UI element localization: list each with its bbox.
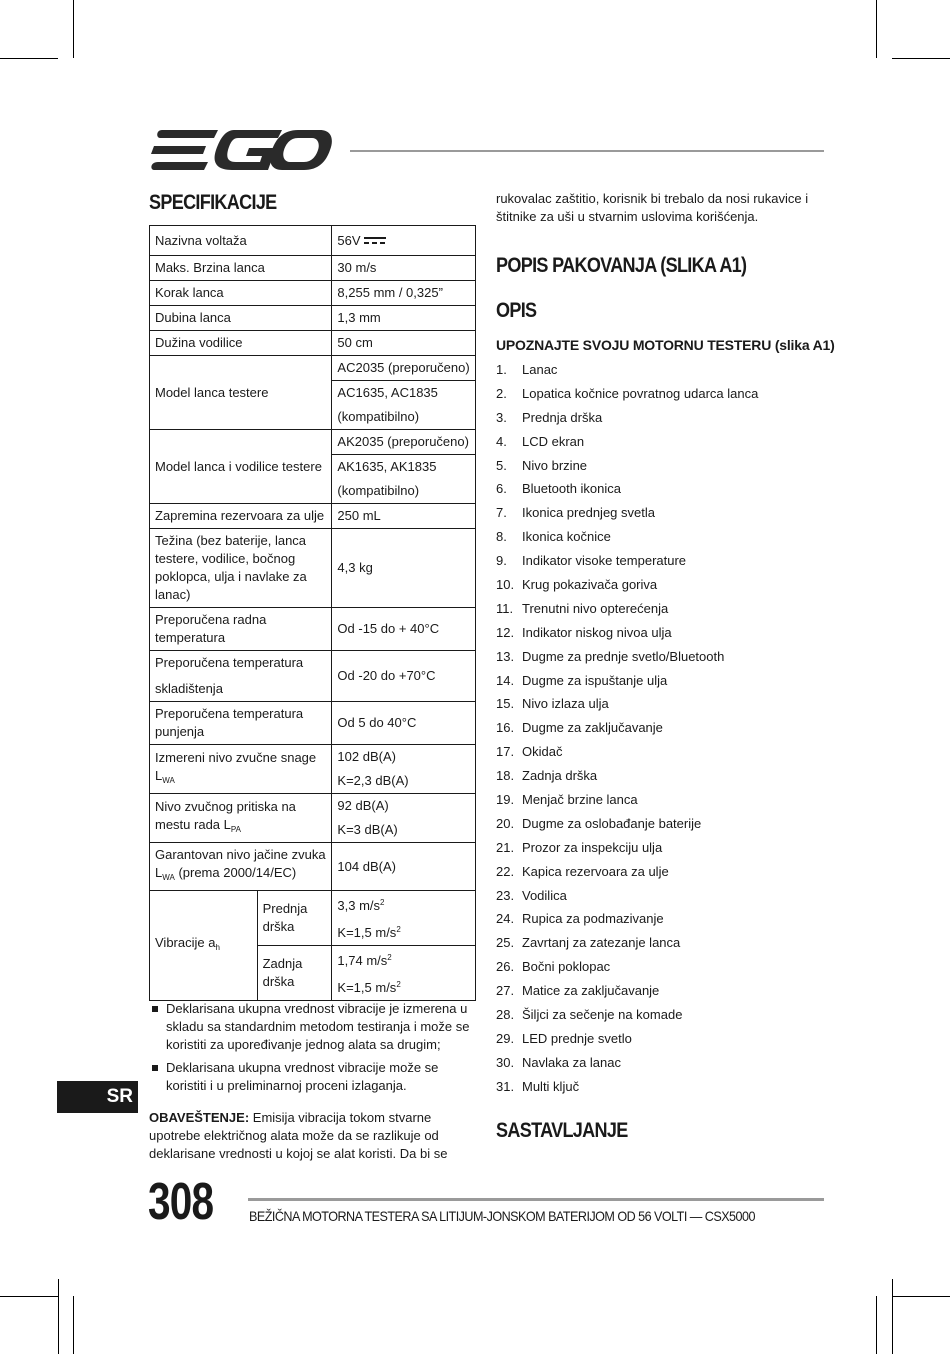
spec-label: Preporučena temperatura punjenja bbox=[150, 702, 332, 745]
list-item-number: 10. bbox=[496, 577, 515, 593]
list-item-number: 28. bbox=[496, 1007, 515, 1023]
description-title: OPIS bbox=[496, 299, 537, 322]
spec-label: Dužina vodilice bbox=[150, 331, 332, 356]
table-row bbox=[150, 608, 476, 651]
list-item bbox=[496, 1029, 758, 1053]
spec-label: Preporučena temperatura skladištenja bbox=[150, 651, 332, 702]
list-item bbox=[496, 503, 758, 527]
notice-label: OBAVEŠTENJE: bbox=[149, 1110, 250, 1125]
spec-label: Preporučena radna temperatura bbox=[150, 608, 332, 651]
table-row bbox=[150, 504, 476, 529]
list-item-number: 14. bbox=[496, 672, 515, 688]
list-item-number: 25. bbox=[496, 935, 515, 951]
list-item-number: 12. bbox=[496, 624, 515, 640]
table-row bbox=[150, 331, 476, 356]
list-item bbox=[496, 957, 758, 981]
list-item-number: 20. bbox=[496, 815, 515, 831]
list-item bbox=[496, 742, 758, 766]
list-item-label: Ikonica prednjeg svetla bbox=[522, 505, 655, 521]
spec-value: Od -20 do +70°C bbox=[332, 651, 476, 702]
list-item bbox=[496, 408, 758, 432]
list-item-label: Indikator visoke temperature bbox=[522, 553, 687, 569]
spec-title: SPECIFIKACIJE bbox=[149, 191, 277, 214]
footer-divider bbox=[248, 1198, 824, 1201]
spec-table bbox=[149, 225, 476, 1001]
list-item-label: Krug pokazivača goriva bbox=[522, 577, 658, 593]
spec-value: 250 mL bbox=[332, 504, 476, 529]
spec-value: 56V bbox=[332, 226, 476, 256]
list-item-label: Multi ključ bbox=[522, 1078, 580, 1094]
table-row bbox=[150, 702, 476, 745]
list-item bbox=[496, 718, 758, 742]
list-item-number: 15. bbox=[496, 696, 515, 712]
list-item bbox=[496, 1053, 758, 1077]
list-item-label: Rupica za podmazivanje bbox=[522, 911, 664, 927]
list-item-number: 23. bbox=[496, 887, 515, 903]
list-item-number: 13. bbox=[496, 648, 515, 664]
spec-value: Od -15 do + 40°C bbox=[332, 608, 476, 651]
list-item-label: Prozor za inspekciju ulja bbox=[522, 839, 663, 855]
spec-value: 3,3 $m/s^2$ K=1,5 $m/s^2$ bbox=[332, 891, 476, 946]
spec-label: Vibracije $a_h$ bbox=[150, 891, 258, 1001]
header-divider bbox=[350, 150, 824, 152]
list-item bbox=[496, 551, 758, 575]
list-item-label: Trenutni nivo opterećenja bbox=[522, 600, 669, 616]
spec-label: Zapremina rezervoara za ulje bbox=[150, 504, 332, 529]
table-row bbox=[150, 430, 476, 504]
list-item-number: 18. bbox=[496, 768, 515, 784]
spec-label: Težina (bez baterije, lanca testere, vodilice, bočnog poklopca, ulja i navlake za lanac) bbox=[150, 529, 332, 608]
list-item-number: 4. bbox=[496, 433, 507, 449]
list-item-number: 21. bbox=[496, 839, 515, 855]
footer-title: BEŽIČNA MOTORNA TESTERA SA LITIJUM-JONSKOM BATERIJOM OD 56 VOLTI — CSX5000 bbox=[249, 1208, 755, 1224]
list-item bbox=[496, 671, 758, 695]
table-row bbox=[150, 651, 476, 702]
list-item bbox=[496, 360, 758, 384]
spec-value: 104 dB(A) bbox=[332, 843, 476, 891]
list-item-label: Ikonica kočnice bbox=[522, 529, 611, 545]
list-item bbox=[496, 432, 758, 456]
list-item: Deklarisana ukupna vrednost vibracije može se koristiti i u preliminarnoj proceni izlaganja. bbox=[149, 1059, 479, 1095]
list-item-label: Nivo brzine bbox=[522, 457, 588, 473]
list-item bbox=[496, 862, 758, 886]
list-item-number: 26. bbox=[496, 959, 515, 975]
list-item-number: 1. bbox=[496, 362, 507, 377]
table-row bbox=[150, 281, 476, 306]
table-row bbox=[150, 794, 476, 843]
list-item bbox=[496, 766, 758, 790]
list-item-number: 3. bbox=[496, 409, 507, 425]
list-item bbox=[496, 456, 758, 480]
page-number: 308 bbox=[148, 1173, 214, 1231]
list-item bbox=[496, 909, 758, 933]
table-row bbox=[150, 745, 476, 794]
list-item bbox=[496, 814, 758, 838]
notice-paragraph bbox=[149, 1109, 449, 1163]
ego-logo bbox=[148, 128, 332, 172]
list-item-number: 2. bbox=[496, 385, 507, 401]
notice-text: Emisija vibracija tokom stvarne upotrebe električnog alata može da se razlikuje od deklarisane vrednosti u kojoj se alat koristi. Da bi se bbox=[149, 1110, 448, 1161]
list-item-label: Bočni poklopac bbox=[522, 959, 611, 975]
list-item-label: Matice za zaključavanje bbox=[522, 983, 660, 999]
table-row bbox=[150, 226, 476, 256]
list-item bbox=[496, 479, 758, 503]
list-item bbox=[496, 694, 758, 718]
list-item-number: 22. bbox=[496, 863, 515, 879]
list-item-number: 16. bbox=[496, 720, 515, 736]
know-your-saw-title: UPOZNAJTE SVOJU MOTORNU TESTERU (slika A1) bbox=[496, 337, 835, 353]
list-item bbox=[496, 575, 758, 599]
list-item bbox=[496, 838, 758, 862]
list-item-label: Lanac bbox=[522, 362, 558, 377]
list-item-label: Zadnja drška bbox=[522, 768, 598, 784]
spec-label: Dubina lanca bbox=[150, 306, 332, 331]
spec-label: Model lanca i vodilice testere bbox=[150, 430, 332, 504]
table-row bbox=[150, 256, 476, 281]
spec-label: Nivo zvučnog pritiska na mestu rada $L_{PA}$ bbox=[150, 794, 332, 843]
list-item-label: Prednja drška bbox=[522, 409, 603, 425]
spec-label: Maks. Brzina lanca bbox=[150, 256, 332, 281]
list-item-number: 24. bbox=[496, 911, 515, 927]
list-item-label: LCD ekran bbox=[522, 433, 585, 449]
spec-value: 50 cm bbox=[332, 331, 476, 356]
spec-sublabel: Zadnja drška bbox=[257, 946, 332, 1001]
list-item-label: Navlaka za lanac bbox=[522, 1054, 621, 1070]
list-item-label: Okidač bbox=[522, 744, 563, 760]
list-item-number: 6. bbox=[496, 481, 507, 497]
list-item-label: Dugme za prednje svetlo/Bluetooth bbox=[522, 648, 725, 664]
list-item-number: 9. bbox=[496, 553, 507, 569]
list-item-number: 27. bbox=[496, 983, 515, 999]
list-item bbox=[496, 886, 758, 910]
spec-label: Garantovan nivo jačine zvuka $L_{WA}$ (prema 2000/14/EC) bbox=[150, 843, 332, 891]
spec-value: 1,74 $m/s^2$ K=1,5 $m/s^2$ bbox=[332, 946, 476, 1001]
list-item bbox=[496, 527, 758, 551]
list-item-label: Dugme za zaključavanje bbox=[522, 720, 663, 736]
spec-value: 102 dB(A) K=2,3 dB(A) bbox=[332, 745, 476, 794]
spec-value: 1,3 mm bbox=[332, 306, 476, 331]
list-item-label: Zavrtanj za zatezanje lanca bbox=[522, 935, 681, 951]
list-item-number: 31. bbox=[496, 1078, 515, 1094]
list-item bbox=[496, 933, 758, 957]
spec-label: Model lanca testere bbox=[150, 356, 332, 430]
list-item-number: 5. bbox=[496, 457, 507, 473]
list-item bbox=[496, 647, 758, 671]
list-item-number: 29. bbox=[496, 1030, 515, 1046]
spec-value: 4,3 kg bbox=[332, 529, 476, 608]
continued-paragraph: rukovalac zaštitio, korisnik bi trebalo da nosi rukavice i štitnike za uši u stvarnim uslovima korišćenja. bbox=[496, 191, 809, 224]
list-item-number: 7. bbox=[496, 505, 507, 521]
list-item-label: Indikator niskog nivoa ulja bbox=[522, 624, 672, 640]
parts-list bbox=[496, 360, 758, 1101]
table-row bbox=[150, 356, 476, 430]
list-item-label: Kapica rezervoara za ulje bbox=[522, 863, 669, 879]
list-item-label: Šiljci za sečenje na komade bbox=[522, 1007, 683, 1023]
table-row bbox=[150, 529, 476, 608]
spec-label: Korak lanca bbox=[150, 281, 332, 306]
list-item-label: Menjač brzine lanca bbox=[522, 792, 638, 808]
list-item-label: Dugme za oslobađanje baterije bbox=[522, 815, 702, 831]
spec-value: AK2035 (preporučeno) AK1635, AK1835 (kompatibilno) bbox=[332, 430, 476, 504]
language-tab: SR bbox=[57, 1081, 138, 1113]
list-item-number: 17. bbox=[496, 744, 515, 760]
list-item bbox=[496, 981, 758, 1005]
list-item-number: 19. bbox=[496, 792, 515, 808]
list-item-label: Bluetooth ikonica bbox=[522, 481, 622, 497]
spec-label: Izmereni nivo zvučne snage $L_{WA}$ bbox=[150, 745, 332, 794]
list-item bbox=[496, 599, 758, 623]
spec-value: AC2035 (preporučeno) AC1635, AC1835 (kompatibilno) bbox=[332, 356, 476, 430]
list-item bbox=[496, 790, 758, 814]
packing-list-title: POPIS PAKOVANJA (SLIKA A1) bbox=[496, 254, 747, 277]
list-item-label: Dugme za ispuštanje ulja bbox=[522, 672, 668, 688]
table-row bbox=[150, 843, 476, 891]
dc-current-icon bbox=[364, 237, 386, 245]
list-item-number: 30. bbox=[496, 1054, 515, 1070]
spec-value: Od 5 do 40°C bbox=[332, 702, 476, 745]
table-row bbox=[150, 891, 476, 946]
spec-label: Nazivna voltaža bbox=[150, 226, 332, 256]
spec-sublabel: Prednja drška bbox=[257, 891, 332, 946]
list-item-number: 11. bbox=[496, 600, 514, 616]
list-item bbox=[496, 1077, 758, 1101]
spec-value: 30 m/s bbox=[332, 256, 476, 281]
list-item-label: Nivo izlaza ulja bbox=[522, 696, 609, 712]
list-item bbox=[496, 1005, 758, 1029]
table-row bbox=[150, 306, 476, 331]
list-item-label: LED prednje svetlo bbox=[522, 1030, 632, 1046]
list-item-label: Vodilica bbox=[522, 887, 567, 903]
assembly-title: SASTAVLJANJE bbox=[496, 1119, 628, 1142]
list-item bbox=[496, 623, 758, 647]
spec-value: 92 dB(A) K=3 dB(A) bbox=[332, 794, 476, 843]
list-item-label: Lopatica kočnice povratnog udarca lanca bbox=[522, 385, 759, 401]
list-item: Deklarisana ukupna vrednost vibracije je izmerena u skladu sa standardnim metodom testiranja i može se koristiti za upoređivanje jednog alata sa drugim; bbox=[149, 1000, 479, 1054]
vibration-notes bbox=[149, 1000, 479, 1100]
spec-value: 8,255 mm / 0,325” bbox=[332, 281, 476, 306]
list-item-number: 8. bbox=[496, 529, 507, 545]
list-item bbox=[496, 384, 758, 408]
